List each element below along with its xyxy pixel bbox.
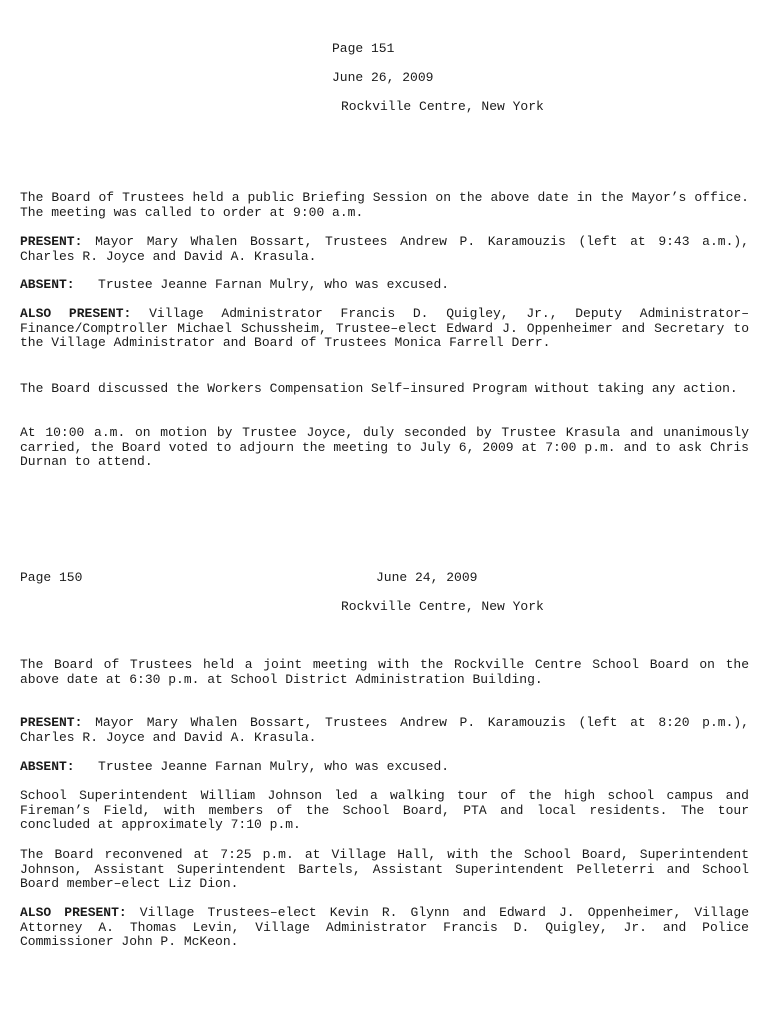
- tour-paragraph: School Superintendent William Johnson led a walking tour of the high school campus and Fireman’s Field, with members of the School Board, PTA and local residents. The tour concluded at approximately 7:10 p.m.: [20, 788, 749, 833]
- absent-paragraph: [20, 278, 749, 293]
- present-label: PRESENT:: [20, 715, 83, 730]
- page-number: Page 151: [332, 41, 395, 56]
- meeting-date: June 26, 2009: [332, 70, 434, 85]
- absent-label: ABSENT:: [20, 759, 75, 774]
- absent-paragraph: [20, 760, 749, 775]
- also-present-text: Village Trustees–elect Kevin R. Glynn and Edward J. Oppenheimer, Village Attorney A. Thomas Levin, Village Administrator Francis D. Quigley, Jr. and Police Commissioner John P. McKeon.: [20, 905, 749, 950]
- absent-label: ABSENT:: [20, 277, 75, 292]
- present-label: PRESENT:: [20, 234, 83, 249]
- absent-text: Trustee Jeanne Farnan Mulry, who was excused.: [98, 759, 450, 774]
- absent-text: Trustee Jeanne Farnan Mulry, who was excused.: [98, 277, 450, 292]
- discussion-paragraph: The Board discussed the Workers Compensation Self–insured Program without taking any action.: [20, 381, 738, 396]
- adjournment-paragraph: At 10:00 a.m. on motion by Trustee Joyce, duly seconded by Trustee Krasula and unanimously carried, the Board voted to adjourn the meeting to July 6, 2009 at 7:00 p.m. and to ask Chris Durnan to attend.: [20, 425, 749, 470]
- reconvene-paragraph: The Board reconvened at 7:25 p.m. at Village Hall, with the School Board, Superintendent Johnson, Assistant Superintendent Bartels, Assistant Superintendent Pelleterri and School Board member–elect Liz Dion.: [20, 847, 749, 892]
- also-present-text: Village Administrator Francis D. Quigley, Jr., Deputy Administrator–Finance/Comptroller Michael Schussheim, Trustee–elect Edward J. Oppenheimer and Secretary to the Village Administrator and Board of Trustees Monica Farrell Derr.: [20, 306, 749, 351]
- intro-paragraph: The Board of Trustees held a joint meeting with the Rockville Centre School Board on the above date at 6:30 p.m. at School District Administration Building.: [20, 657, 749, 687]
- also-present-paragraph: [20, 906, 749, 950]
- present-paragraph: [20, 235, 749, 264]
- present-paragraph: [20, 716, 749, 745]
- intro-paragraph: The Board of Trustees held a public Briefing Session on the above date in the Mayor’s office. The meeting was called to order at 9:00 a.m.: [20, 190, 749, 220]
- also-present-label: ALSO PRESENT:: [20, 905, 127, 920]
- present-text: Mayor Mary Whalen Bossart, Trustees Andrew P. Karamouzis (left at 8:20 p.m.), Charles R. Joyce and David A. Krasula.: [20, 715, 749, 745]
- meeting-date: June 24, 2009: [376, 570, 478, 585]
- meeting-location: Rockville Centre, New York: [341, 599, 544, 614]
- also-present-label: ALSO PRESENT:: [20, 306, 132, 321]
- page-number: Page 150: [20, 570, 83, 585]
- also-present-paragraph: [20, 307, 749, 351]
- present-text: Mayor Mary Whalen Bossart, Trustees Andrew P. Karamouzis (left at 9:43 a.m.), Charles R. Joyce and David A. Krasula.: [20, 234, 749, 264]
- meeting-location: Rockville Centre, New York: [341, 99, 544, 114]
